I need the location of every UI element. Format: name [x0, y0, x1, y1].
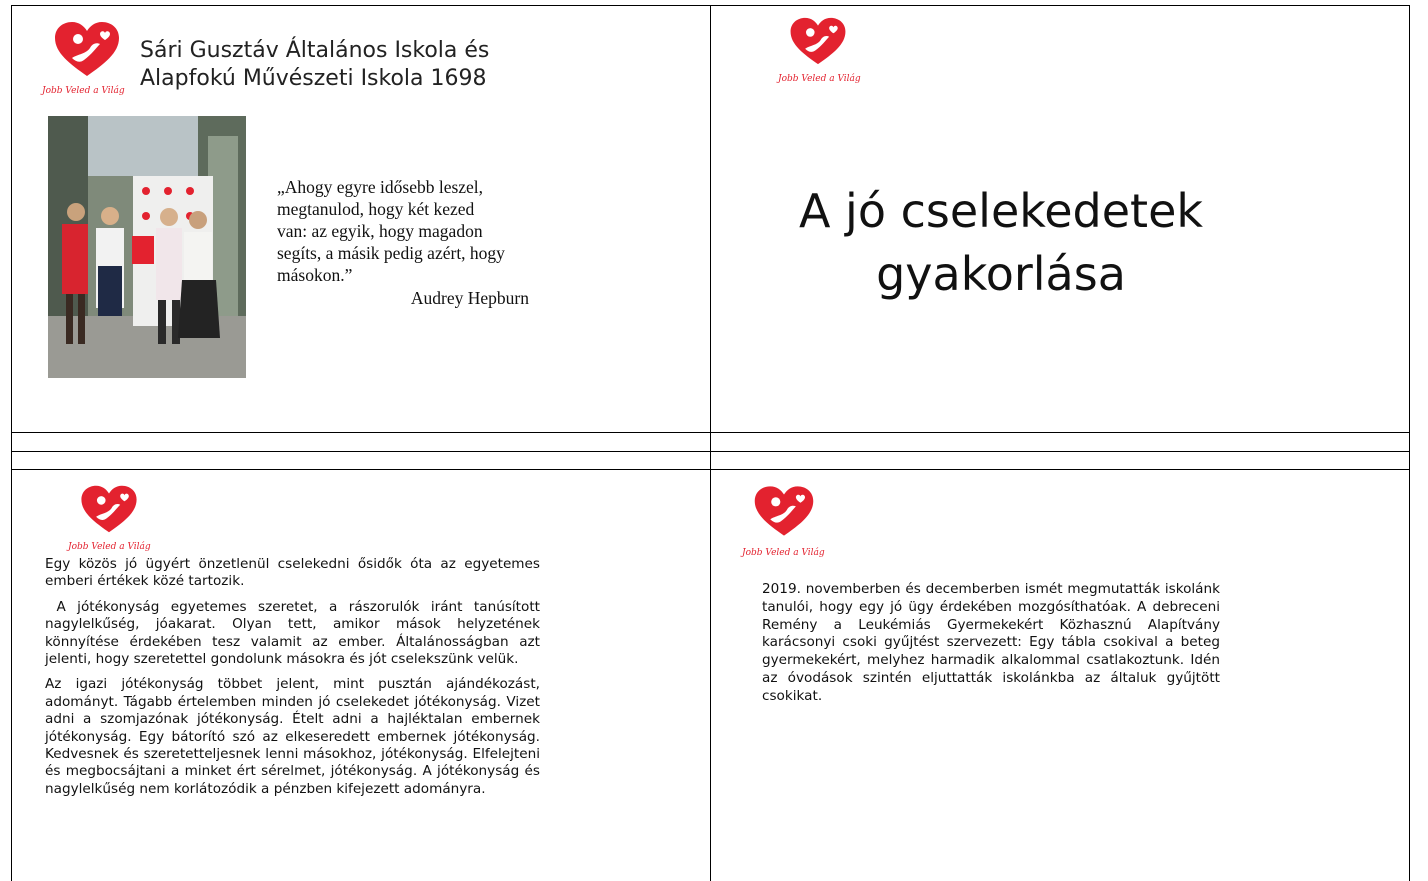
- event-text: 2019. novemberben és decemberben ismét megmutatták iskolánk tanulói, hogy egy jó ügy érdekében mozgósíthatóak. A debreceni Remény a Leukémiás Gyermekekért Közhasznú Alapítvány karácsonyi csoki gyűjtést szervezett: Egy tábla csokival a beteg gyermekekért, melyhez harmadik alkalommal csatlakoztunk. Idén az óvodások szintén eljuttatták iskolánkba az általuk gyűjtött csokikat.: [762, 581, 1220, 704]
- logo-slide4: [740, 484, 830, 562]
- grid-line-right: [1409, 5, 1410, 881]
- grid-line-row2: [11, 451, 1410, 452]
- grid-line-center: [710, 5, 711, 881]
- quote-line: „Ahogy egyre idősebb leszel,: [277, 177, 484, 197]
- charity-text: [45, 556, 545, 806]
- slide-title: [711, 180, 1291, 306]
- group-photo: [48, 116, 246, 378]
- heart-people-icon: [78, 484, 140, 534]
- paragraph: Egy közös jó ügyért önzetlenül cselekedni ősidők óta az egyetemes emberi értékek közé tartozik.: [45, 556, 540, 590]
- slide-title-line2: gyakorlása: [876, 247, 1126, 301]
- paragraph: Az igazi jótékonyság többet jelent, mint pusztán ajándékozást, adományt. Tágabb értelemben minden jó cselekedet jótékonyság. Vizet adni a szomjazónak jótékonyság. Ételt adni a hajléktalan embernek jótékonyság. Egy bátorító szó az elkeseredett embernek jótékonyság. Kedvesnek és szeretetteljesnek lenni másokhoz, jótékonyság. Elfelejteni és megbocsájtani a minket ért sérelmet, jótékonyság. A jótékonyság és nagylelkűség nem korlátozódik a pénzben kifejezett adományra.: [45, 676, 540, 797]
- logo-slide3: [66, 484, 156, 556]
- quote-line: segíts, a másik pedig azért, hogy: [277, 243, 505, 263]
- heart-people-icon: [752, 484, 816, 538]
- grid-line-left: [11, 5, 12, 881]
- heart-people-icon: [788, 16, 848, 66]
- logo-tagline: Jobb Veled a Világ: [742, 548, 825, 558]
- logo-tagline: Jobb Veled a Világ: [42, 86, 125, 96]
- grid-line-row3: [11, 469, 1410, 470]
- logo-tagline: Jobb Veled a Világ: [68, 542, 151, 552]
- paragraph: A jótékonyság egyetemes szeretet, a rászorulók iránt tanúsított nagylelkűség, jóakarat. Olyan tett, amikor mások helyzetének könnyítése érdekében tesz valamit az ember. Általánosságban azt jelenti, hogy szeretettel gondolunk másokra és jót cselekszünk velük.: [45, 598, 545, 668]
- logo-tagline: Jobb Veled a Világ: [778, 74, 861, 84]
- quote-line: van: az egyik, hogy magadon: [277, 221, 483, 241]
- quote-line: másokon.”: [277, 265, 353, 285]
- logo-slide1: [40, 20, 130, 100]
- grid-line-row1: [11, 432, 1410, 433]
- school-name-line2: Alapfokú Művészeti Iskola 1698: [140, 66, 487, 91]
- grid-line-top: [11, 5, 1410, 6]
- heart-people-icon: [52, 20, 122, 78]
- quote-line: megtanulod, hogy két kezed: [277, 199, 475, 219]
- school-name: [140, 37, 489, 93]
- logo-slide2: [776, 16, 866, 92]
- quote-block: [277, 176, 547, 309]
- school-name-line1: Sári Gusztáv Általános Iskola és: [140, 38, 490, 63]
- slide-title-line1: A jó cselekedetek: [798, 184, 1204, 238]
- quote-author: Audrey Hepburn: [410, 288, 529, 308]
